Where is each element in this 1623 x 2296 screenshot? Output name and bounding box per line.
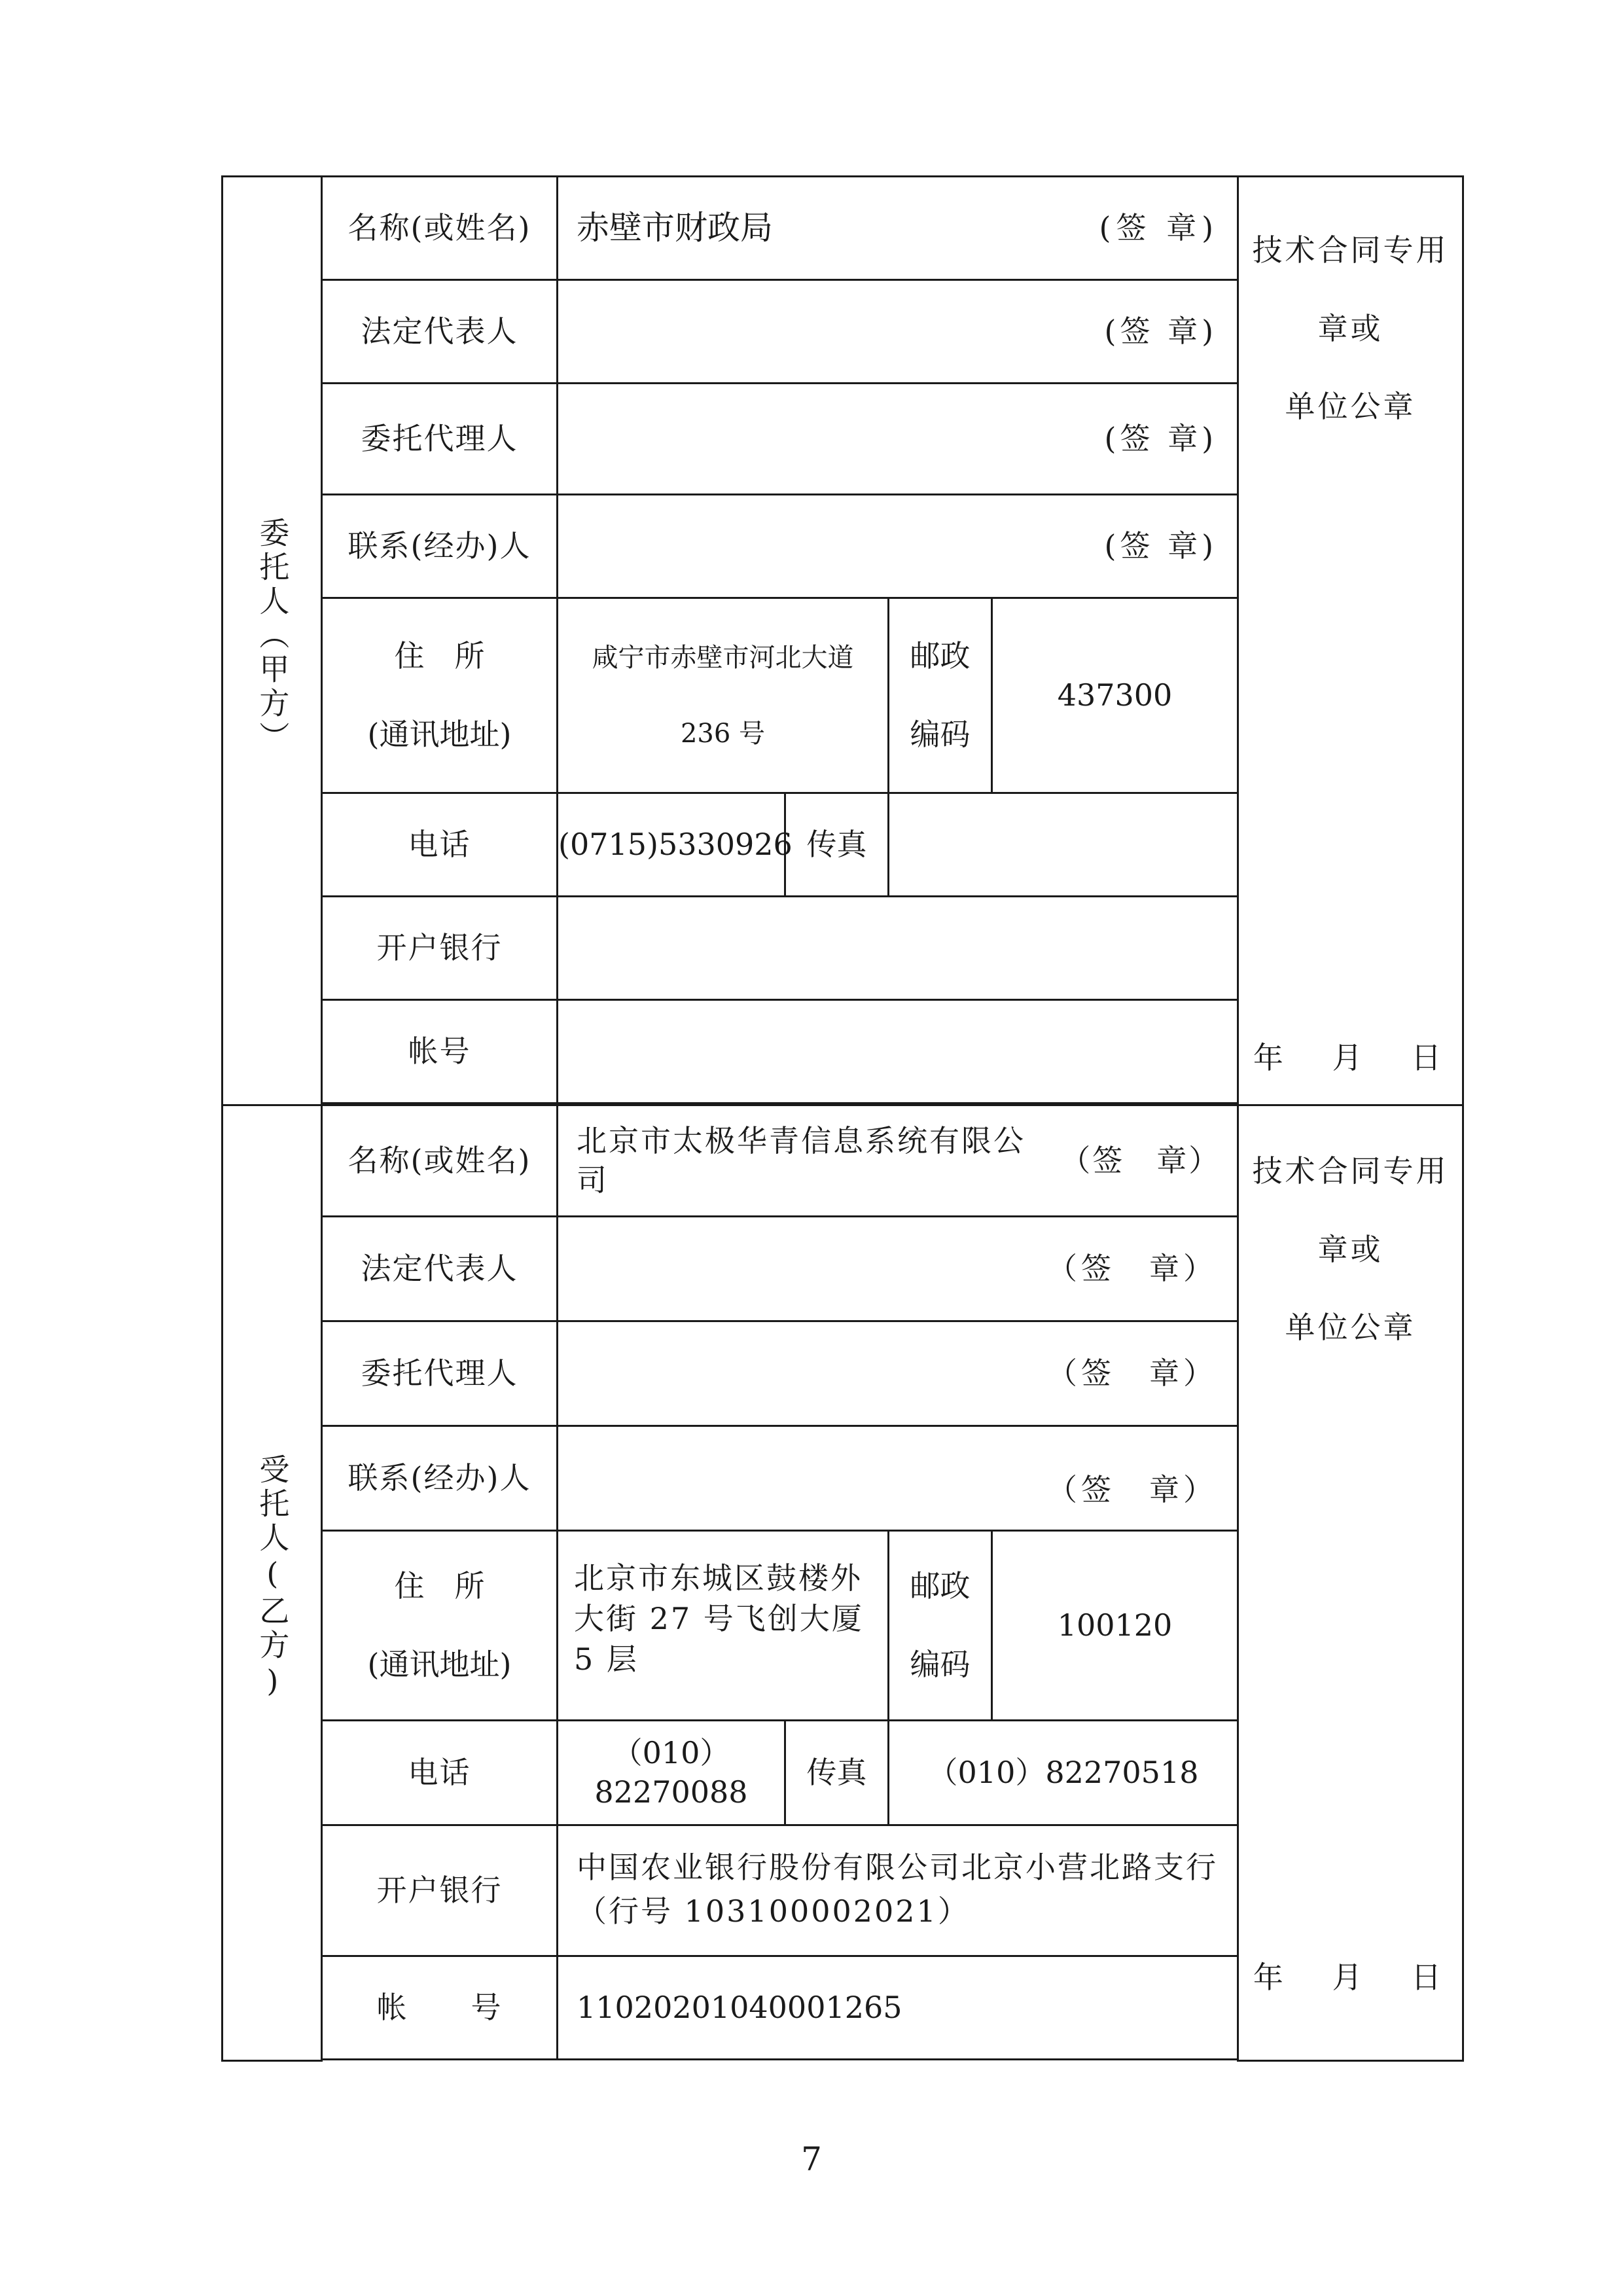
party-b-address-label-2: (通讯地址) [367,1646,512,1682]
party-b-fax-label: 传真 [785,1721,889,1825]
party-b-phone-label: 电话 [322,1721,558,1825]
party-a-legal-rep-label: 法定代表人 [322,280,558,384]
page-number: 7 [801,2140,822,2178]
party-b-bank-line-2: （行号 103100002021） [577,1893,970,1929]
party-b-phone-line-2: 82270088 [594,1774,748,1810]
party-b-bank-line-1: 中国农业银行股份有限公司北京小营北路支行 [577,1850,1218,1885]
party-a-bank-label: 开户银行 [322,897,558,1000]
party-b-seal-line-1: 技术合同专用 [1252,1153,1449,1189]
party-b-legal-rep-sign: （签 章） [1047,1250,1218,1286]
party-a-seal-cell [1238,177,1463,1105]
party-b-postal-label [889,1531,992,1721]
party-a-seal-line-1: 技术合同专用 [1252,232,1449,268]
party-b-legal-rep-label: 法定代表人 [322,1217,558,1321]
party-a-address-label [322,598,558,793]
party-a-address-line-1: 咸宁市赤壁市河北大道 [592,642,854,673]
party-a-contact-label: 联系(经办)人 [322,495,558,598]
party-b-phone-line-1: （010） [612,1734,730,1770]
party-b-postal-label-1: 邮政 [910,1568,971,1604]
party-a-role: 委托人（甲方） [255,516,291,755]
party-b-agent-cell [558,1321,1238,1426]
party-a-phone-value: (0715)5330926 [558,793,785,897]
party-a-postal-label-2: 编码 [910,716,971,752]
party-a-agent-sign: (签 章) [1104,420,1218,456]
party-b-seal-line-2: 章或 [1317,1231,1383,1267]
party-a-account-label: 帐号 [322,1000,558,1103]
party-b-legal-rep-cell [558,1217,1238,1321]
party-a-agent-cell [558,384,1238,495]
party-a-account-value [558,1000,1238,1103]
party-a-name-value: 赤壁市财政局 [577,209,773,247]
party-a-bank-value [558,897,1238,1000]
party-b-name-label: 名称(或姓名) [322,1105,558,1217]
party-b-seal-cell [1238,1105,1463,2061]
party-b-agent-sign: （签 章） [1047,1355,1218,1391]
party-b-address-label-1: 住 所 [394,1568,485,1604]
party-b-agent-label: 委托代理人 [322,1321,558,1426]
party-a-address-label-2: (通讯地址) [367,716,512,752]
party-a-contact-sign: (签 章) [1104,528,1218,564]
party-b-account-label: 帐 号 [322,1956,558,2060]
party-a-legal-rep-cell [558,280,1238,384]
party-a-legal-rep-sign: (签 章) [1104,313,1218,349]
party-a-role-cell [223,177,322,1105]
party-b-postal-code: 100120 [992,1531,1238,1721]
party-b-address-label [322,1531,558,1721]
party-a-address-label-1: 住 所 [394,637,485,673]
party-b-contact-label: 联系(经办)人 [322,1426,558,1531]
party-b-name-value: 北京市太极华青信息系统有限公司 [577,1122,1026,1198]
party-b-contact-sign: （签 章） [1047,1472,1218,1508]
party-a-phone-label: 电话 [322,793,558,897]
party-a-date: 年 月 日 [1253,1040,1448,1076]
party-b-name-sign: （签 章） [1060,1142,1221,1178]
party-a-fax-label: 传真 [785,793,889,897]
party-b-bank-label: 开户银行 [322,1825,558,1956]
party-b-phone-cell [558,1721,785,1825]
party-b-role-cell [223,1105,322,2061]
party-b-role: 受托人(乙方) [255,1453,291,1702]
party-b-name-cell [558,1105,1238,1217]
party-b-date: 年 月 日 [1253,1959,1448,1995]
party-a-seal-line-3: 单位公章 [1285,389,1416,425]
party-b-fax-value: （010）82270518 [889,1721,1238,1825]
contract-signature-table [221,175,1464,2062]
party-a-postal-label [889,598,992,793]
party-b-contact-cell [558,1426,1238,1531]
party-a-name-cell [558,177,1238,280]
party-b-seal-line-3: 单位公章 [1285,1310,1416,1346]
party-a-address-line-2: 236 号 [680,718,766,749]
party-a-agent-label: 委托代理人 [322,384,558,495]
party-a-name-label: 名称(或姓名) [322,177,558,280]
party-b-bank-cell [558,1825,1238,1956]
party-a-address-cell [558,598,889,793]
party-a-fax-value [889,793,1238,897]
party-a-seal-line-2: 章或 [1317,310,1383,346]
party-a-contact-cell [558,495,1238,598]
party-b-postal-label-2: 编码 [910,1646,971,1682]
party-a-name-sign: (签 章) [1099,209,1219,245]
party-b-account-value: 11020201040001265 [558,1956,1238,2060]
party-b-address-value: 北京市东城区鼓楼外大街 27 号飞创大厦 5 层 [558,1531,889,1721]
party-a-postal-label-1: 邮政 [910,637,971,673]
party-a-postal-code: 437300 [992,598,1238,793]
